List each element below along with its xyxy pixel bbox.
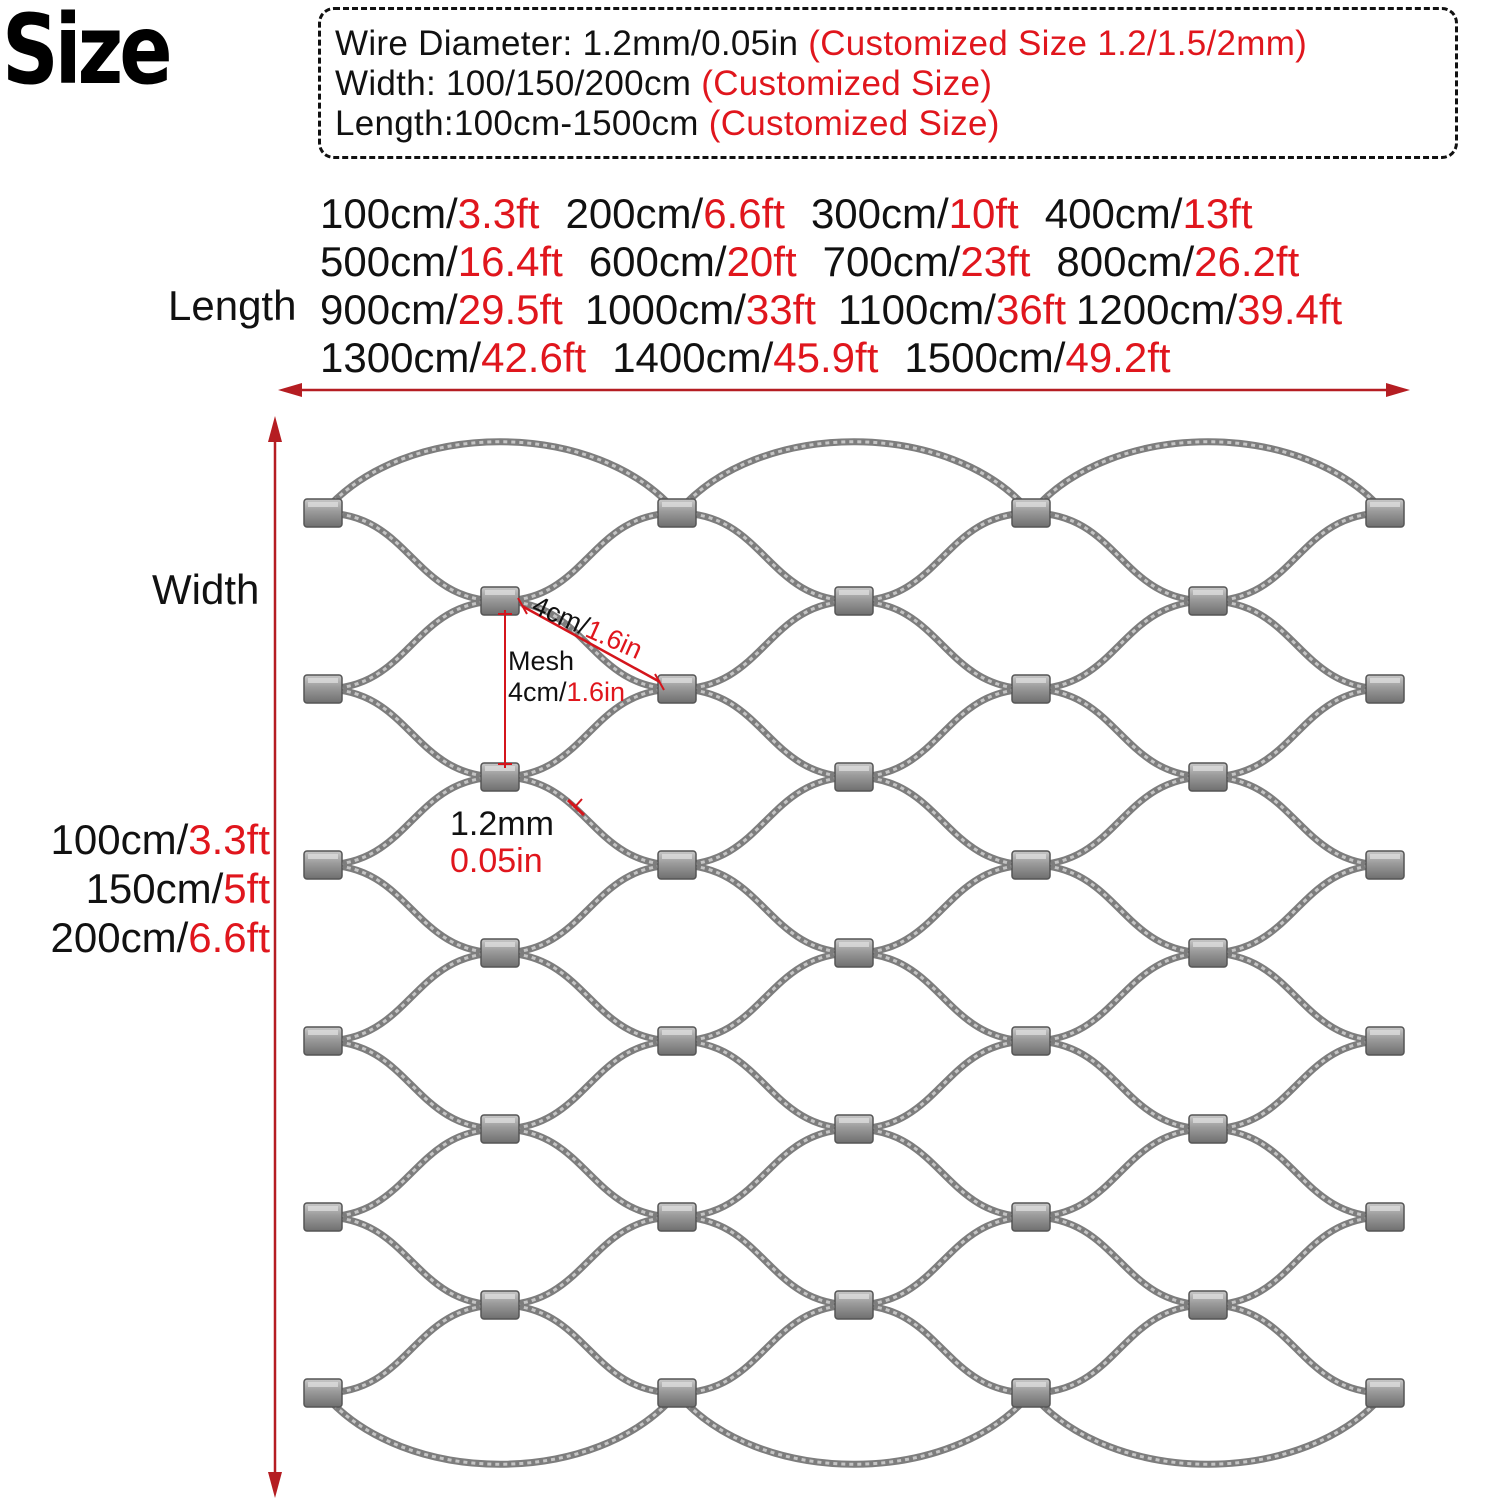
ferrule <box>1012 1379 1050 1407</box>
ferrule <box>1012 499 1050 527</box>
wire-strand <box>854 1129 1031 1217</box>
width-option: 200cm/6.6ft <box>50 914 270 961</box>
wire-strand <box>1031 601 1208 689</box>
width-option: 150cm/5ft <box>85 865 270 912</box>
wire-strand <box>1031 1129 1208 1217</box>
wire-strand <box>1208 953 1385 1041</box>
wire-strand <box>500 513 677 601</box>
wire-strand <box>323 1393 677 1464</box>
length-option: 1100cm/36ft <box>837 286 1067 333</box>
wire-strand <box>854 1217 1031 1305</box>
wire-strand <box>1208 513 1385 601</box>
wire-strand <box>677 1393 1031 1464</box>
wire-strand <box>677 689 854 777</box>
ferrule <box>481 1115 519 1143</box>
wire-strand <box>1208 689 1385 777</box>
ferrule <box>1366 851 1404 879</box>
wire-strand <box>323 513 500 601</box>
ferrule <box>835 939 873 967</box>
wire-strand <box>1031 865 1208 953</box>
wire-strand <box>854 601 1031 689</box>
ferrule <box>1366 675 1404 703</box>
wire-strand <box>1031 1305 1208 1393</box>
mesh-size-label: Mesh 4cm/1.6in <box>508 646 626 707</box>
wire-strand <box>854 1305 1031 1393</box>
wire-strand <box>1208 865 1385 953</box>
length-option: 600cm/20ft <box>588 238 797 285</box>
wire-strand <box>500 1217 677 1305</box>
wire-strand <box>323 442 677 513</box>
length-option: 500cm/16.4ft <box>320 238 563 285</box>
ferrule <box>481 939 519 967</box>
wire-strand <box>323 1393 677 1464</box>
ferrules <box>304 499 1404 1407</box>
width-label: Width <box>152 566 260 613</box>
length-label: Length <box>168 282 297 329</box>
ferrule <box>1189 763 1227 791</box>
wire-strand <box>677 1393 1031 1464</box>
ferrule <box>481 587 519 615</box>
wire-strand <box>854 1041 1031 1129</box>
length-option: 1500cm/49.2ft <box>904 334 1171 381</box>
wire-strand <box>500 1305 677 1393</box>
ferrule <box>1366 1027 1404 1055</box>
ferrule <box>835 1291 873 1319</box>
ferrule <box>304 1379 342 1407</box>
wire-strand <box>677 1217 854 1305</box>
ferrule <box>1366 499 1404 527</box>
ferrule <box>835 763 873 791</box>
wire-strand <box>323 1305 500 1393</box>
length-option: 700cm/23ft <box>822 238 1031 285</box>
wire-strand <box>854 777 1031 865</box>
wire-strand <box>677 513 854 601</box>
wire-strand <box>677 442 1031 513</box>
wire-strand <box>677 777 854 865</box>
length-option: 900cm/29.5ft <box>320 286 563 333</box>
wire-strand <box>500 1041 677 1129</box>
ferrule <box>1189 1291 1227 1319</box>
ferrule <box>1012 1203 1050 1231</box>
wire-strand <box>323 1129 500 1217</box>
spec-wire-text: Wire Diameter: 1.2mm/0.05in <box>335 24 809 63</box>
wire-strand <box>1031 689 1208 777</box>
length-option: 100cm/3.3ft <box>320 190 540 237</box>
wire-strand <box>500 953 677 1041</box>
ferrule <box>1366 1203 1404 1231</box>
length-option: 400cm/13ft <box>1044 190 1253 237</box>
wire-strand <box>1208 601 1385 689</box>
ferrule <box>658 851 696 879</box>
spec-width-note: (Customized Size) <box>701 64 993 103</box>
wire-strand <box>323 689 500 777</box>
wire-strand <box>677 1041 854 1129</box>
wire-strand <box>1208 1129 1385 1217</box>
wire-strand <box>854 689 1031 777</box>
ferrule <box>1366 1379 1404 1407</box>
ferrule <box>304 1203 342 1231</box>
wire-strand <box>1031 1041 1208 1129</box>
ferrule <box>1012 851 1050 879</box>
width-option: 100cm/3.3ft <box>50 816 270 863</box>
ferrule <box>835 1115 873 1143</box>
length-option: 1300cm/42.6ft <box>320 334 587 381</box>
ferrule <box>304 675 342 703</box>
ferrule <box>835 587 873 615</box>
spec-wire-note: (Customized Size 1.2/1.5/2mm) <box>808 24 1308 63</box>
ferrule <box>658 1379 696 1407</box>
spec-length-text: Length:100cm-1500cm <box>335 104 709 143</box>
wire-strand <box>677 865 854 953</box>
ferrule <box>658 1203 696 1231</box>
wire-strand <box>677 953 854 1041</box>
ferrule <box>304 499 342 527</box>
wire-strand <box>323 601 500 689</box>
wire-strand <box>1031 1217 1208 1305</box>
ferrule <box>1189 1115 1227 1143</box>
ferrule <box>481 1291 519 1319</box>
length-option: 1200cm/39.4ft <box>1076 286 1343 333</box>
wire-strand <box>323 1041 500 1129</box>
wire-strand <box>500 1129 677 1217</box>
page-title: Size <box>2 0 169 106</box>
wire-strand <box>1031 1393 1385 1464</box>
ferrule <box>1012 1027 1050 1055</box>
ferrule <box>1189 587 1227 615</box>
wire-strand <box>854 513 1031 601</box>
ferrule <box>658 499 696 527</box>
spec-length-note: (Customized Size) <box>708 104 1000 143</box>
wire-strand <box>854 865 1031 953</box>
wire-strand <box>323 442 677 513</box>
ferrule <box>304 1027 342 1055</box>
wire-strand <box>854 953 1031 1041</box>
length-arrow <box>278 383 1410 397</box>
wire-strand <box>677 601 854 689</box>
wire-strand <box>677 442 1031 513</box>
length-option: 200cm/6.6ft <box>565 190 785 237</box>
diagonal-mesh-size: 4cm/1.6in <box>527 590 647 666</box>
width-arrow <box>268 416 282 1498</box>
wire-strand <box>1031 953 1208 1041</box>
ferrule <box>481 763 519 791</box>
ferrule <box>1189 939 1227 967</box>
wire-strand <box>1031 442 1385 513</box>
wire-strand <box>1031 442 1385 513</box>
wire-strand <box>677 1305 854 1393</box>
ferrule <box>304 851 342 879</box>
wire-strand <box>1031 513 1208 601</box>
length-option: 300cm/10ft <box>810 190 1019 237</box>
length-option: 800cm/26.2ft <box>1056 238 1300 285</box>
wire-strand <box>1208 1305 1385 1393</box>
ferrule <box>658 1027 696 1055</box>
wire-strand <box>1208 1041 1385 1129</box>
wire-strand <box>1031 777 1208 865</box>
wire-strand <box>1208 777 1385 865</box>
wire-strand <box>677 1129 854 1217</box>
wire-diameter-label: 1.2mm 0.05in <box>450 805 554 880</box>
wire-strand <box>1208 1217 1385 1305</box>
wire-strand <box>1031 1393 1385 1464</box>
wire-strand <box>323 953 500 1041</box>
ferrule <box>1012 675 1050 703</box>
spec-width-text: Width: 100/150/200cm <box>335 64 702 103</box>
length-option: 1000cm/33ft <box>584 286 816 333</box>
length-option: 1400cm/45.9ft <box>612 334 879 381</box>
wire-strand <box>323 1217 500 1305</box>
